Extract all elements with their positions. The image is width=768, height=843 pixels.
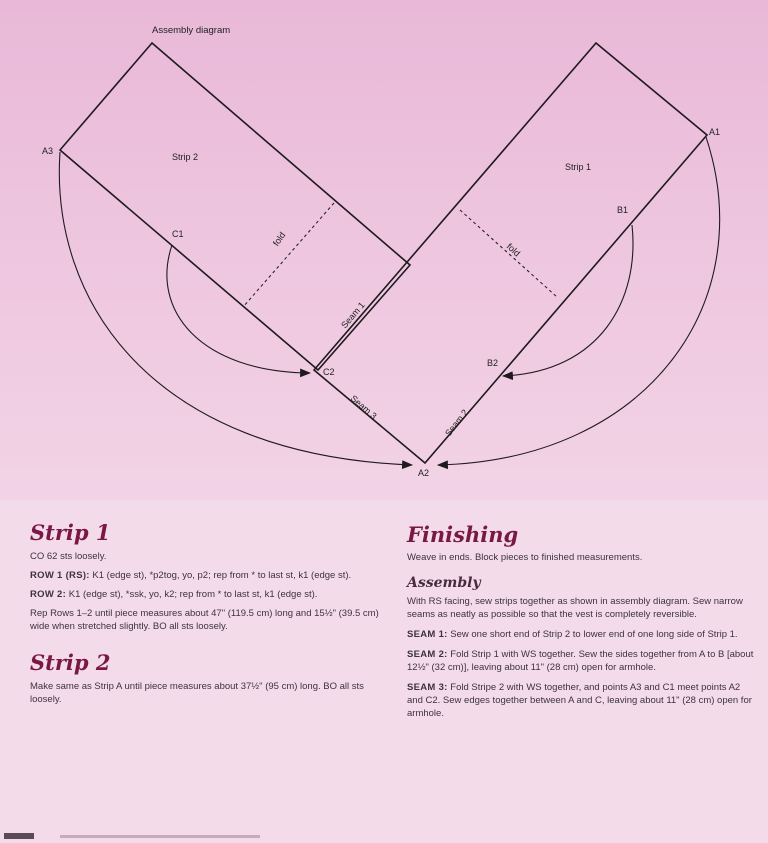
strip1-label: Strip 1 [565, 162, 592, 172]
point-c2: C2 [323, 367, 335, 377]
strip2-heading: Strip 2 [30, 650, 111, 675]
point-b2: B2 [487, 358, 499, 368]
curve-a1-a2 [438, 137, 720, 465]
seam2-instruction [407, 648, 757, 674]
footer-text-bar [60, 835, 260, 838]
seam3-instruction-text: Fold Stripe 2 with WS together, and points A3 and C1 meet points A2 and C2. Sew edges together between A and C, leaving about 11" (28 cm) open for armhole. [407, 682, 752, 719]
seam1-instruction-text: Sew one short end of Strip 2 to lower end of one long side of Strip 1. [447, 629, 738, 640]
strip2-text: Make same as Strip A until piece measures about 37½" (95 cm) long. BO all sts loosely. [30, 681, 364, 705]
fold-label-left: fold [270, 230, 288, 248]
seam2-instruction-text: Fold Strip 1 with WS together. Sew the sides together from A to B [about 12½" (32 cm)], leaving about 11" (28 cm) open for armhole. [407, 649, 754, 673]
point-c1: C1 [172, 229, 184, 239]
point-a3: A3 [42, 146, 54, 156]
assembly-text: With RS facing, sew strips together as shown in assembly diagram. Sew narrow seams as neatly as possible so that the vest is completely reversible. [407, 596, 743, 620]
finishing-heading: Finishing [407, 522, 519, 547]
row2-label: ROW 2: [30, 589, 67, 600]
seam3-instruction [407, 681, 757, 720]
row1-label: ROW 1 (RS): [30, 570, 90, 581]
curve-c1-c2 [167, 245, 310, 373]
right-column [407, 500, 757, 720]
row1-text: K1 (edge st), *p2tog, yo, p2; rep from * to last st, k1 (edge st). [89, 570, 352, 581]
strip1-row1 [30, 569, 385, 582]
strip1-row2 [30, 588, 385, 601]
seam1-label: Seam 1 [339, 300, 367, 331]
point-a1: A1 [709, 127, 721, 137]
fold-line-left [243, 203, 334, 307]
strip2-outline [60, 43, 410, 370]
instructions [0, 500, 768, 843]
seam3-instruction-label: SEAM 3: [407, 682, 448, 693]
strip1-heading: Strip 1 [30, 520, 111, 545]
finishing-text: Weave in ends. Block pieces to finished measurements. [407, 552, 643, 563]
fold-label-right: fold [504, 241, 523, 259]
fold-line-right [460, 210, 557, 297]
seam3-label: Seam 3 [348, 393, 379, 422]
left-column [30, 500, 385, 706]
row2-text: K1 (edge st), *ssk, yo, k2; rep from * to last st, k1 (edge st). [66, 589, 318, 600]
point-b1: B1 [617, 205, 629, 215]
strip1-co: CO 62 sts loosely. [30, 551, 107, 562]
seam1-instruction-label: SEAM 1: [407, 629, 448, 640]
seam2-label: Seam 2 [443, 407, 471, 439]
curve-b1-b2 [503, 225, 633, 376]
assembly-heading: Assembly [407, 575, 481, 591]
diagram-title: Assembly diagram [152, 25, 231, 36]
page-footer [0, 835, 300, 843]
seam2-instruction-label: SEAM 2: [407, 649, 448, 660]
point-a2: A2 [418, 468, 430, 478]
seam1-instruction [407, 628, 757, 641]
strip2-label: Strip 2 [172, 152, 199, 162]
strip1-rep: Rep Rows 1–2 until piece measures about 47" (119.5 cm) long and 15½" (39.5 cm) wide when stretched slightly. BO all sts loosely. [30, 608, 379, 632]
page-number-bar [4, 833, 34, 839]
